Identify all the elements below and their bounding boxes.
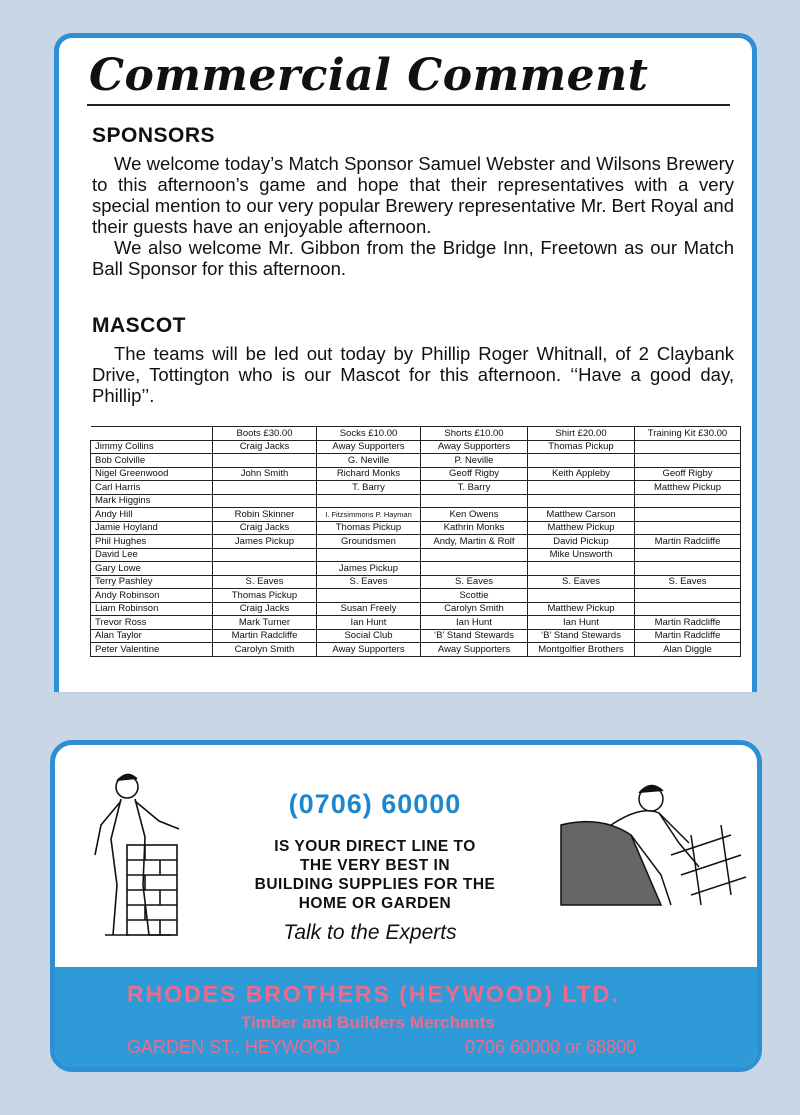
sponsor-cell xyxy=(635,548,741,562)
table-row xyxy=(91,562,741,576)
sponsor-cell: Martin Radcliffe xyxy=(635,535,741,549)
sponsor-cell: Carolyn Smith xyxy=(213,643,317,657)
sponsor-cell xyxy=(635,440,741,454)
sponsor-cell: Martin Radcliffe xyxy=(213,629,317,643)
column-header: Socks £10.00 xyxy=(317,427,421,441)
sponsor-cell: James Pickup xyxy=(213,535,317,549)
sponsor-cell: Away Supporters xyxy=(317,440,421,454)
sponsor-cell: Mike Unsworth xyxy=(528,548,635,562)
player-name: Mark Higgins xyxy=(91,494,213,508)
player-name: Bob Colville xyxy=(91,454,213,468)
kit-sponsors-table xyxy=(90,426,741,657)
player-name: Alan Taylor xyxy=(91,629,213,643)
sponsor-cell: Alan Diggle xyxy=(635,643,741,657)
sponsor-cell xyxy=(317,548,421,562)
sponsor-cell: S. Eaves xyxy=(317,575,421,589)
sponsor-cell: ‘B’ Stand Stewards xyxy=(421,629,528,643)
player-name: Carl Harris xyxy=(91,481,213,495)
sponsor-cell: Matthew Pickup xyxy=(528,602,635,616)
table-row xyxy=(91,602,741,616)
sponsor-cell: James Pickup xyxy=(317,562,421,576)
sponsor-cell: ‘B’ Stand Stewards xyxy=(528,629,635,643)
sponsor-cell: T. Barry xyxy=(421,481,528,495)
sponsor-cell: Richard Monks xyxy=(317,467,421,481)
rhodes-brothers-advert xyxy=(50,740,762,1072)
sponsors-paragraph-1: We welcome today’s Match Sponsor Samuel Webster and Wilsons Brewery to this afternoon’s game and hope that their representatives with a very special mention to our very popular Brewery representative Mr. Bert Royal and their guests have an enjoyable afternoon. xyxy=(92,153,734,237)
table-row xyxy=(91,629,741,643)
column-header: Training Kit £30.00 xyxy=(635,427,741,441)
table-row xyxy=(91,521,741,535)
sponsor-cell: David Pickup xyxy=(528,535,635,549)
sponsor-cell xyxy=(528,454,635,468)
player-name: Phil Hughes xyxy=(91,535,213,549)
sponsor-cell: T. Barry xyxy=(317,481,421,495)
panel-divider xyxy=(54,692,757,694)
sponsor-cell xyxy=(528,481,635,495)
player-name: Trevor Ross xyxy=(91,616,213,630)
sponsor-cell: P. Neville xyxy=(421,454,528,468)
column-header: Shirt £20.00 xyxy=(528,427,635,441)
sponsor-cell: Mark Turner xyxy=(213,616,317,630)
advert-line-4: HOME OR GARDEN xyxy=(298,895,452,912)
advert-phone: (0706) 60000 xyxy=(288,789,462,819)
player-name: Andy Robinson xyxy=(91,589,213,603)
sponsor-cell: S. Eaves xyxy=(528,575,635,589)
sponsor-cell xyxy=(635,602,741,616)
sponsors-paragraph-2: We also welcome Mr. Gibbon from the Bridge Inn, Freetown as our Match Ball Sponsor for this afternoon. xyxy=(92,237,734,279)
sponsor-cell xyxy=(421,494,528,508)
sponsor-cell: I. Fitzsimmons P. Hayman xyxy=(317,508,421,522)
sponsor-cell: Keith Appleby xyxy=(528,467,635,481)
sponsor-cell: Ian Hunt xyxy=(421,616,528,630)
table-row xyxy=(91,616,741,630)
sponsor-cell: Matthew Carson xyxy=(528,508,635,522)
sponsor-cell: Groundsmen xyxy=(317,535,421,549)
mascot-paragraph: The teams will be led out today by Phillip Roger Whitnall, of 2 Claybank Drive, Tottington who is our Mascot for this afternoon. ‘‘Have a good day, Phillip’’. xyxy=(92,343,734,406)
commercial-comment-panel xyxy=(54,33,757,693)
sponsor-cell xyxy=(528,589,635,603)
sponsor-cell xyxy=(213,494,317,508)
table-row xyxy=(91,575,741,589)
company-name: RHODES BROTHERS (HEYWOOD) LTD. xyxy=(127,981,620,1007)
sponsor-cell: Ian Hunt xyxy=(528,616,635,630)
sponsor-cell xyxy=(317,494,421,508)
sponsor-cell: Away Supporters xyxy=(317,643,421,657)
sponsor-cell xyxy=(528,562,635,576)
sponsor-cell: Thomas Pickup xyxy=(213,589,317,603)
sponsor-cell: Geoff Rigby xyxy=(635,467,741,481)
title-rule xyxy=(87,104,730,106)
sponsor-cell: S. Eaves xyxy=(421,575,528,589)
sponsor-cell: Andy, Martin & Rolf xyxy=(421,535,528,549)
table-row xyxy=(91,548,741,562)
table-row xyxy=(91,508,741,522)
table-row xyxy=(91,467,741,481)
sponsor-cell: Susan Freely xyxy=(317,602,421,616)
player-name: Jimmy Collins xyxy=(91,440,213,454)
sponsors-heading: SPONSORS xyxy=(92,124,216,147)
sponsor-cell: G. Neville xyxy=(317,454,421,468)
sponsor-cell: John Smith xyxy=(213,467,317,481)
advert-line-2: THE VERY BEST IN xyxy=(299,857,451,874)
player-name: Nigel Greenwood xyxy=(91,467,213,481)
sponsors-text xyxy=(92,153,734,279)
sponsor-cell: Carolyn Smith xyxy=(421,602,528,616)
bricklayer-illustration xyxy=(65,755,205,955)
table-row xyxy=(91,481,741,495)
advert-message xyxy=(225,837,525,913)
player-name: Peter Valentine xyxy=(91,643,213,657)
player-name: Gary Lowe xyxy=(91,562,213,576)
paving-worker-illustration xyxy=(551,765,751,915)
sponsor-cell: Scottie xyxy=(421,589,528,603)
player-name: Terry Pashley xyxy=(91,575,213,589)
sponsor-cell: Thomas Pickup xyxy=(317,521,421,535)
table-header-row xyxy=(91,427,741,441)
mascot-text xyxy=(92,343,734,406)
sponsor-cell: Social Club xyxy=(317,629,421,643)
sponsor-cell xyxy=(213,548,317,562)
sponsor-cell xyxy=(213,454,317,468)
sponsor-cell: Montgolfier Brothers xyxy=(528,643,635,657)
company-phones: 0706 60000 or 68800 xyxy=(465,1037,637,1057)
player-name: David Lee xyxy=(91,548,213,562)
column-header: Boots £30.00 xyxy=(213,427,317,441)
sponsor-cell: Away Supporters xyxy=(421,643,528,657)
sponsor-cell: Matthew Pickup xyxy=(528,521,635,535)
sponsor-cell: Craig Jacks xyxy=(213,602,317,616)
sponsor-cell xyxy=(421,548,528,562)
sponsor-cell xyxy=(635,589,741,603)
sponsor-cell: Geoff Rigby xyxy=(421,467,528,481)
sponsor-cell xyxy=(421,562,528,576)
sponsor-cell xyxy=(635,521,741,535)
sponsor-cell xyxy=(635,562,741,576)
sponsor-cell xyxy=(635,494,741,508)
table-header-blank xyxy=(91,427,213,441)
sponsor-cell: Robin Skinner xyxy=(213,508,317,522)
sponsor-cell xyxy=(528,494,635,508)
sponsor-cell: Craig Jacks xyxy=(213,521,317,535)
sponsor-cell xyxy=(317,589,421,603)
sponsor-cell xyxy=(635,454,741,468)
advert-tagline: Talk to the Experts xyxy=(283,921,457,944)
table-row xyxy=(91,535,741,549)
page-title: Commercial Comment xyxy=(89,50,649,101)
sponsor-cell: Martin Radcliffe xyxy=(635,616,741,630)
player-name: Andy Hill xyxy=(91,508,213,522)
sponsor-cell xyxy=(213,481,317,495)
sponsor-cell: Thomas Pickup xyxy=(528,440,635,454)
company-address: GARDEN ST., HEYWOOD xyxy=(127,1037,341,1057)
advert-line-3: BUILDING SUPPLIES FOR THE xyxy=(254,876,496,893)
table-row xyxy=(91,440,741,454)
sponsor-cell: Ken Owens xyxy=(421,508,528,522)
company-trade: Timber and Builders Merchants xyxy=(241,1013,495,1032)
sponsor-cell: Martin Radcliffe xyxy=(635,629,741,643)
column-header: Shorts £10.00 xyxy=(421,427,528,441)
sponsor-cell xyxy=(213,562,317,576)
table-row xyxy=(91,643,741,657)
table-row xyxy=(91,494,741,508)
table-row xyxy=(91,589,741,603)
sponsor-cell: Ian Hunt xyxy=(317,616,421,630)
advert-line-1: IS YOUR DIRECT LINE TO xyxy=(274,838,476,855)
sponsor-cell: Kathrin Monks xyxy=(421,521,528,535)
sponsor-cell xyxy=(635,508,741,522)
advert-company-band xyxy=(55,967,757,1072)
sponsor-cell: S. Eaves xyxy=(635,575,741,589)
sponsor-cell: Craig Jacks xyxy=(213,440,317,454)
sponsor-cell: Away Supporters xyxy=(421,440,528,454)
table-row xyxy=(91,454,741,468)
player-name: Jamie Hoyland xyxy=(91,521,213,535)
player-name: Liam Robinson xyxy=(91,602,213,616)
sponsor-cell: Matthew Pickup xyxy=(635,481,741,495)
mascot-heading: MASCOT xyxy=(92,314,186,337)
sponsor-cell: S. Eaves xyxy=(213,575,317,589)
